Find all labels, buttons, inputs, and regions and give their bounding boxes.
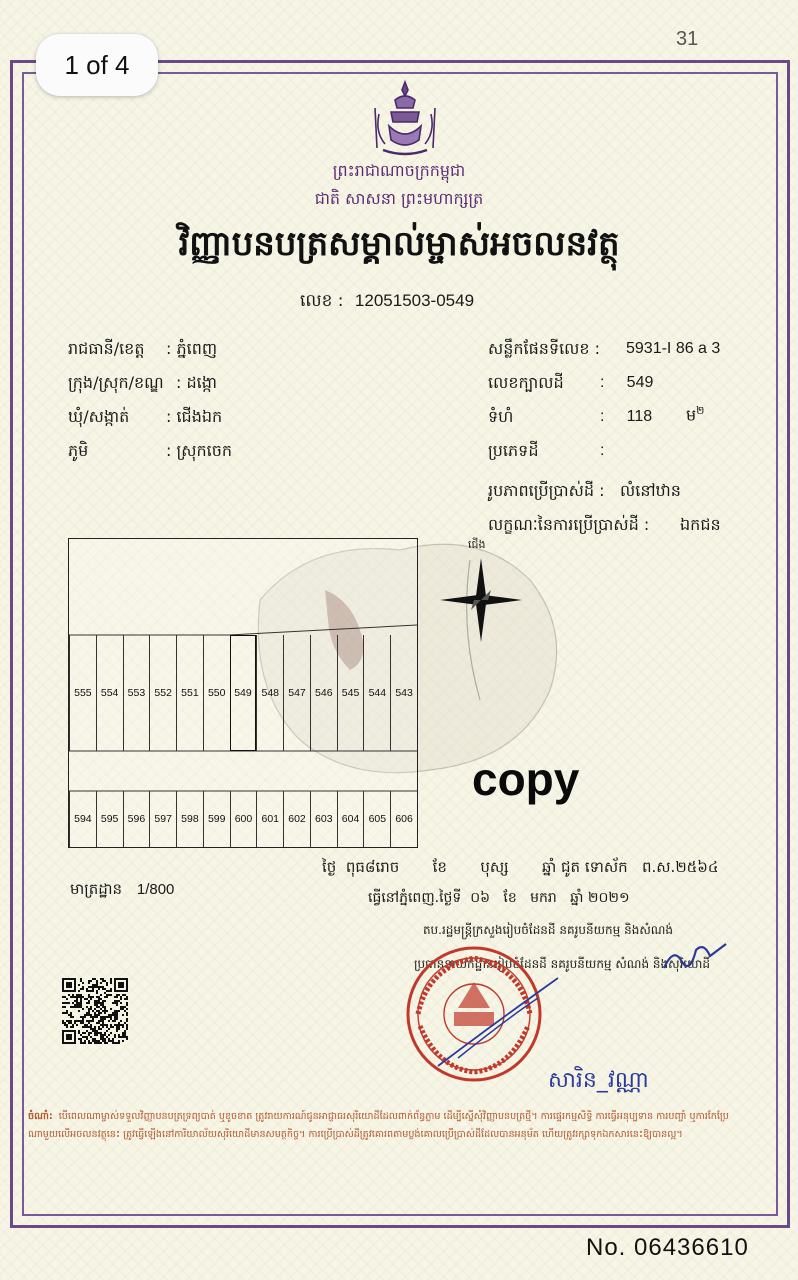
lot-554: 554 <box>96 635 123 751</box>
field-value-village: : ស្រុកចេក <box>166 441 233 460</box>
lot-601: 601 <box>256 791 283 847</box>
lot-595: 595 <box>96 791 123 847</box>
field-value-province: : ភ្នំពេញ <box>166 339 218 358</box>
field-value-district: : ដង្កោ <box>176 373 217 392</box>
field-label-land-use: រូបភាពប្រើប្រាស់ដី : <box>488 481 605 500</box>
cadastral-plan <box>68 538 418 848</box>
field-label-area: ទំហំ <box>488 407 514 426</box>
area-unit-base: ម <box>686 405 697 425</box>
area-unit-superscript: ២ <box>696 404 705 417</box>
handwritten-corner-note: 31 <box>676 28 699 50</box>
lot-600: 600 <box>230 791 257 847</box>
lot-550: 550 <box>203 635 230 751</box>
field-label-map-sheet: សន្លឹកផែនទីលេខ : <box>488 339 601 358</box>
field-label-land-type: ប្រភេទដី <box>488 441 539 460</box>
copy-stamp: copy <box>472 753 580 805</box>
field-label-commune: ឃុំ/សង្កាត់ <box>68 407 130 426</box>
lot-544: 544 <box>363 635 390 751</box>
lot-594: 594 <box>69 791 96 847</box>
qr-code-icon <box>62 978 128 1044</box>
field-value-area: : 118 <box>600 408 653 425</box>
lot-555: 555 <box>69 635 96 751</box>
issue-date-line: ធ្វើនៅភ្នំពេញ.ថ្ងៃទី ០៦ ខែ មករា ឆ្នាំ ២០២១ <box>368 890 630 906</box>
lot-546: 546 <box>310 635 337 751</box>
lot-606: 606 <box>390 791 417 847</box>
minister-title-text: តប.រដ្ឋមន្ត្រីក្រសួងរៀបចំដែនដី នគរូបនីយកម្ម និងសំណង់ <box>422 923 674 937</box>
field-label-village: ភូមិ <box>68 441 89 460</box>
serial-number: No. 06436610 <box>586 1234 749 1261</box>
lot-553: 553 <box>123 635 150 751</box>
notice-text: បើពេលណាម្ចាស់ទទួលវិញ្ញាបនបត្រទ្រព្យបាត់ ឬខូចខាត ត្រូវរាយការណ៍ជូនអាជ្ញាធរសុរិយោដីដែលពាក់ព័ន្ធភ្លាម ដើម្បីស្នើសុំវិញ្ញាបនបត្រថ្មី។ ការផ្ទេរកម្មសិទ្ធិ ការធ្វើអនុប្បទាន ការបញ្ចាំ ឬការកែប្រែណាមួយលើអចលនវត្ថុនេះ ត្រូវធ្វើឡើងនៅការិយាល័យសុរិយោដីមានសមត្ថកិច្ច។ ការប្រើប្រាស់ដីត្រូវគោរពតាមប្លង់គោលប្រើប្រាស់ដីដែលបានអនុម័ត ហើយត្រូវរក្សាទុកឯកសារនេះឱ្យបានល្អ។ <box>28 1111 729 1140</box>
lot-603: 603 <box>310 791 337 847</box>
field-value-land-use: លំនៅឋាន <box>620 481 681 500</box>
field-value-usage-type: ឯកជន <box>680 515 721 534</box>
lot-599: 599 <box>203 791 230 847</box>
area-unit <box>686 404 704 428</box>
national-motto: ជាតិ សាសនា ព្រះមហាក្សត្រ <box>314 189 484 208</box>
notice-lead: ចំណាំ: <box>28 1111 53 1122</box>
lot-552: 552 <box>149 635 176 751</box>
map-scale <box>70 880 174 902</box>
scale-value: 1/800 <box>136 881 175 898</box>
lot-545: 545 <box>337 635 364 751</box>
royal-emblem-icon <box>365 78 445 162</box>
lot-598: 598 <box>176 791 203 847</box>
scale-label: មាត្រដ្ឋាន <box>70 880 123 898</box>
department-title-text: ប្រធាននាយកដ្ឋានរៀបចំដែនដី នគរូបនីយកម្ម សំណង់ និងសុរិយោដី <box>413 957 711 971</box>
lot-602: 602 <box>283 791 310 847</box>
certificate-number-value: 12051503-0549 <box>354 291 475 310</box>
lot-596: 596 <box>123 791 150 847</box>
north-label: ជើង <box>468 538 486 551</box>
lot-551: 551 <box>176 635 203 751</box>
certificate-number <box>300 290 474 315</box>
signer-name: សារិន_វណ្ណា <box>548 1068 649 1093</box>
field-label-province: រាជធានី/ខេត្ត <box>68 339 145 358</box>
lot-543: 543 <box>390 635 417 751</box>
lunar-date-line: ថ្ងៃ ពុធ៨រោច ខែ បុស្ស ឆ្នាំ ជូត ទោស័ក ព.ស.២៥៦៤ <box>322 858 719 876</box>
notice-paragraph <box>28 1108 770 1144</box>
lot-605: 605 <box>363 791 390 847</box>
compass-rose-icon <box>436 552 526 648</box>
official-seal-icon <box>398 938 560 1088</box>
lot-547: 547 <box>283 635 310 751</box>
field-label-parcel-number: លេខក្បាលដី <box>488 373 564 392</box>
certificate-number-label: លេខ : <box>300 291 344 311</box>
field-label-usage-type: លក្ខណៈនៃការប្រើប្រាស់ដី : <box>488 515 650 534</box>
signature-flourish <box>660 938 730 978</box>
field-value-map-sheet: 5931-I 86 a 3 <box>626 340 721 357</box>
lot-549: 549 <box>230 635 257 751</box>
field-value-land-type: : <box>600 442 605 459</box>
field-label-district: ក្រុង/ស្រុក/ខណ្ឌ <box>68 373 164 392</box>
page-indicator: 1 of 4 <box>36 34 158 96</box>
field-value-parcel-number: : 549 <box>600 374 654 391</box>
lot-604: 604 <box>337 791 364 847</box>
field-value-commune: : ជើងឯក <box>166 407 223 426</box>
lot-597: 597 <box>149 791 176 847</box>
lot-548: 548 <box>256 635 283 751</box>
certificate-title: វិញ្ញាបនបត្រសម្គាល់ម្ចាស់អចលនវត្ថុ <box>178 224 620 264</box>
kingdom-heading: ព្រះរាជាណាចក្រកម្ពុជា <box>332 161 466 180</box>
